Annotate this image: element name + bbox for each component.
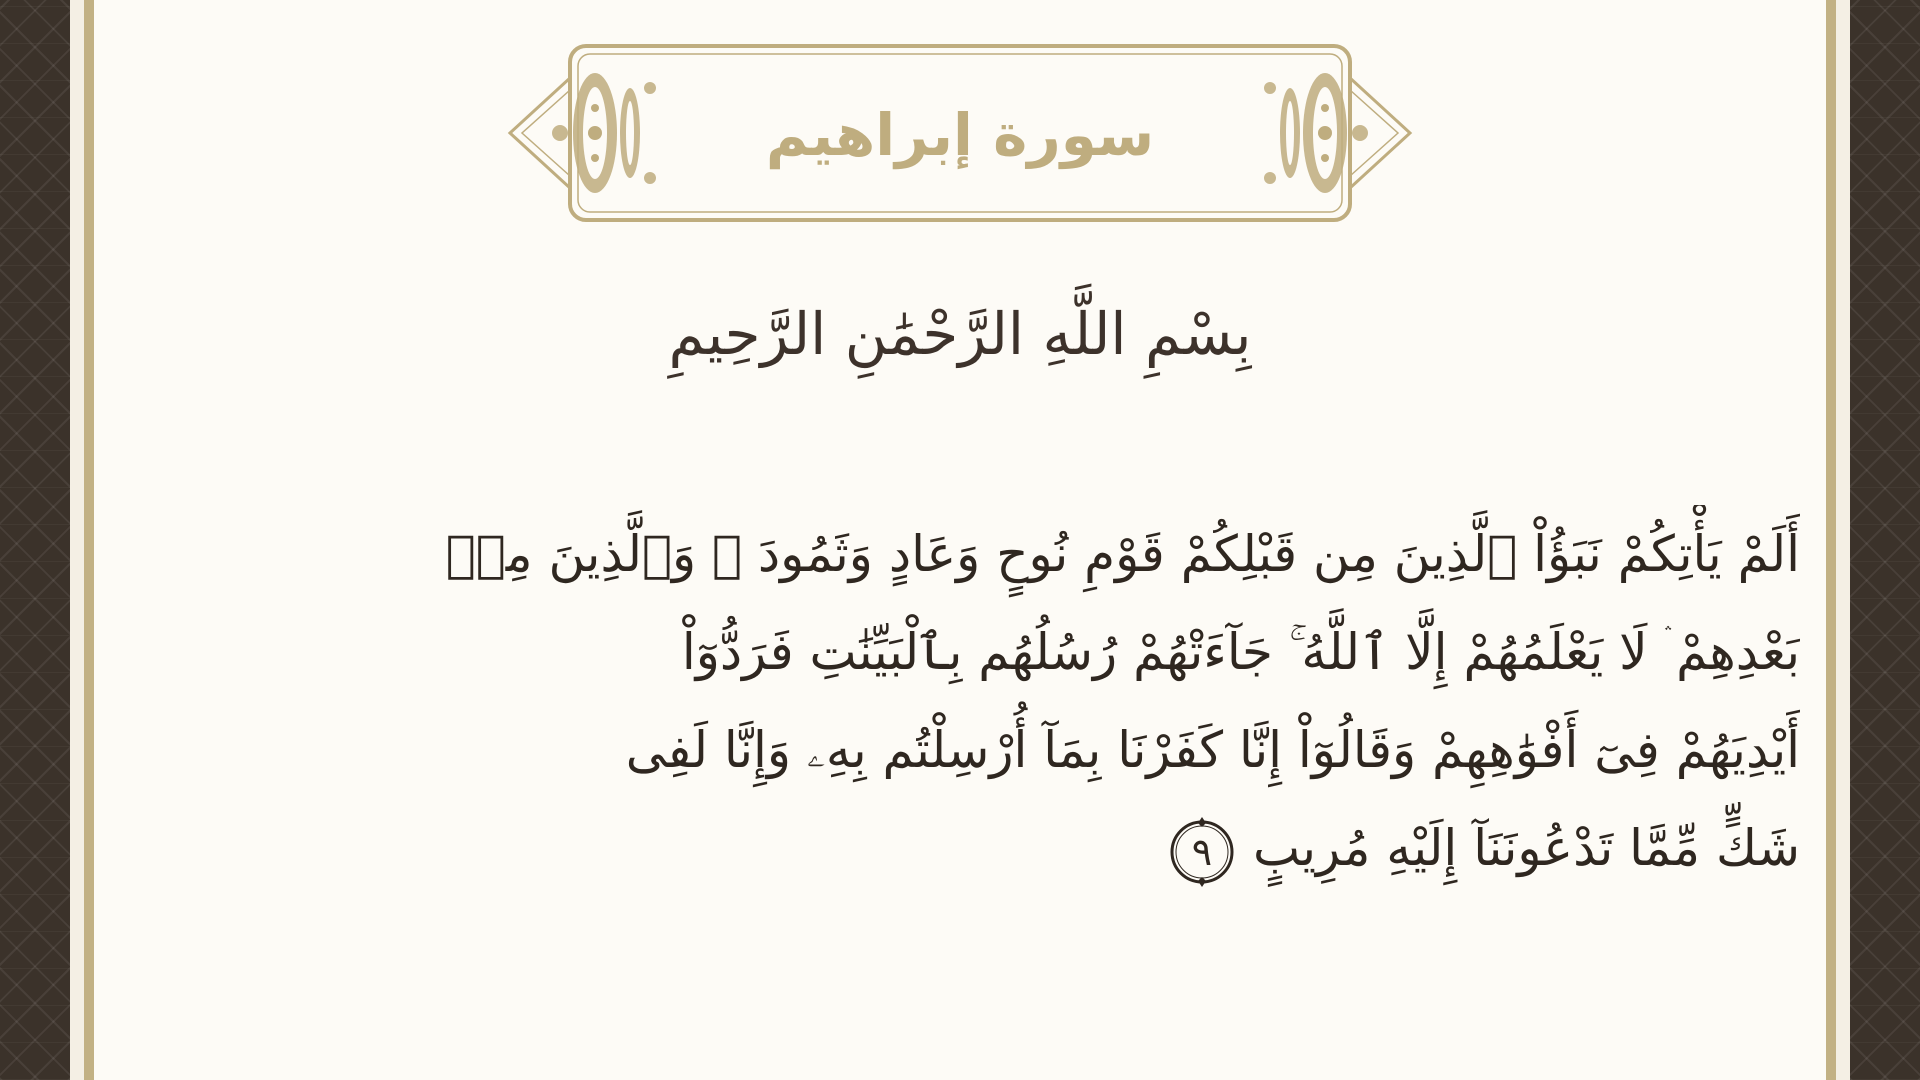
basmala: بِسْمِ اللَّهِ الرَّحْمَٰنِ الرَّحِيمِ (668, 300, 1252, 368)
verse-line-2: بَعْدِهِمْ ۛ لَا يَعْلَمُهُمْ إِلَّا ٱللَّهُ ۚ جَآءَتْهُمْ رُسُلُهُم بِٱلْبَيِّنَٰتِ فَرَدُّوٓاْ (681, 623, 1800, 681)
verse-line-4 (290, 799, 1800, 897)
left-ornamental-border (0, 0, 70, 1080)
left-gold-stripe (84, 0, 94, 1080)
mushaf-page (94, 0, 1826, 1080)
surah-title: سورة إبراهيم (765, 101, 1155, 169)
right-gold-stripe (1826, 0, 1836, 1080)
right-ornamental-border (1850, 0, 1920, 1080)
surah-title-frame (500, 38, 1420, 228)
verse-line-4-text: شَكٍّ مِّمَّا تَدْعُونَنَآ إِلَيْهِ مُرِيبٍ (1253, 819, 1800, 877)
verse-text (290, 505, 1800, 897)
ayah-end-marker (1165, 815, 1239, 889)
verse-line-3: أَيْدِيَهُمْ فِىٓ أَفْوَٰهِهِمْ وَقَالُوٓاْ إِنَّا كَفَرْنَا بِمَآ أُرْسِلْتُم بِهِۦ وَإِنَّا لَفِى (625, 721, 1800, 779)
right-edge-gap (1836, 0, 1850, 1080)
verse-line-1: أَلَمْ يَأْتِكُمْ نَبَؤُاْ ٱلَّذِينَ مِن قَبْلِكُمْ قَوْمِ نُوحٍ وَعَادٍ وَثَمُودَ ۛ وَٱلَّذِينَ مِنۢ (445, 525, 1800, 583)
ayah-number: ٩ (1191, 830, 1213, 874)
left-edge-gap (70, 0, 84, 1080)
